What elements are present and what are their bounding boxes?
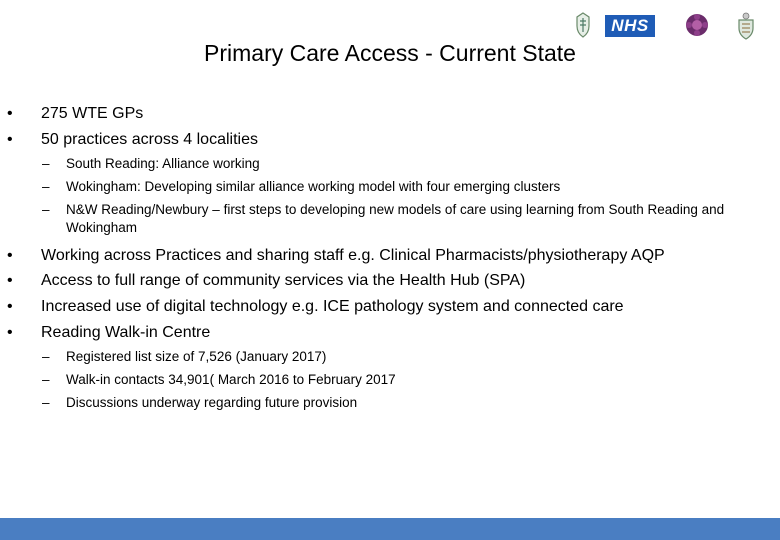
list-item xyxy=(7,270,525,292)
sub-list-item-text: South Reading: Alliance working xyxy=(66,156,260,171)
sub-list-item xyxy=(42,394,762,412)
list-item xyxy=(7,296,624,318)
sub-list-item-text: Wokingham: Developing similar alliance working model with four emerging clusters xyxy=(66,179,561,194)
bullet-icon: • xyxy=(7,272,13,289)
dash-icon: – xyxy=(42,395,50,410)
sub-list-item xyxy=(42,348,762,366)
list-item-text: 50 practices across 4 localities xyxy=(41,131,258,148)
flower-emblem-icon xyxy=(684,12,710,38)
sub-list-item xyxy=(42,201,758,237)
bullet-icon: • xyxy=(7,247,13,264)
bullet-icon: • xyxy=(7,324,13,341)
list-item xyxy=(7,129,258,151)
list-item xyxy=(7,103,143,125)
dash-icon: – xyxy=(42,349,50,364)
crest-icon xyxy=(574,12,592,38)
dash-icon: – xyxy=(42,179,50,194)
list-item-text: Increased use of digital technology e.g. ICE pathology system and connected care xyxy=(41,298,624,315)
list-item-text: Access to full range of community services via the Health Hub (SPA) xyxy=(41,272,526,289)
dash-icon: – xyxy=(42,202,50,217)
list-item-text: Working across Practices and sharing staff e.g. Clinical Pharmacists/physiotherapy AQP xyxy=(41,247,665,264)
list-item xyxy=(7,245,665,267)
sub-list-item-text: N&W Reading/Newbury – first steps to developing new models of care using learning from South Reading and Wokingham xyxy=(66,202,725,235)
bullet-icon: • xyxy=(7,131,13,148)
sub-list-item xyxy=(42,155,762,173)
nhs-logo: NHS xyxy=(605,15,655,37)
page-title: Primary Care Access - Current State xyxy=(204,40,576,66)
crest-icon xyxy=(736,12,756,40)
dash-icon: – xyxy=(42,156,50,171)
sub-list-item xyxy=(42,371,762,389)
logo-strip xyxy=(566,12,766,42)
list-item xyxy=(7,322,210,344)
list-item-text: 275 WTE GPs xyxy=(41,105,144,122)
sub-list-item xyxy=(42,178,762,196)
bullet-icon: • xyxy=(7,298,13,315)
sub-list-item-text: Registered list size of 7,526 (January 2017) xyxy=(66,349,327,364)
footer-bar xyxy=(0,518,780,540)
dash-icon: – xyxy=(42,372,50,387)
sub-list-item-text: Discussions underway regarding future provision xyxy=(66,395,358,410)
sub-list-item-text: Walk-in contacts 34,901( March 2016 to February 2017 xyxy=(66,372,396,387)
bullet-icon: • xyxy=(7,105,13,122)
list-item-text: Reading Walk-in Centre xyxy=(41,324,211,341)
